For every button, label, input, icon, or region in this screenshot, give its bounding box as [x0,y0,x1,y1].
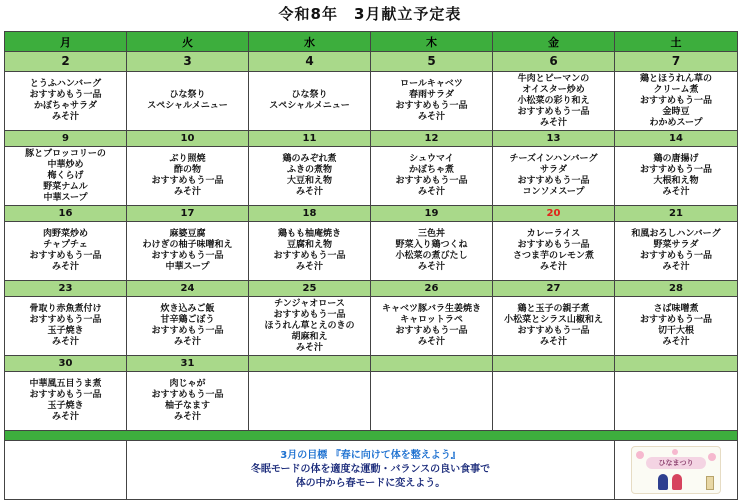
date-row [5,281,738,297]
date-cell: 28 [615,281,738,297]
menu-item: 玉子焼き [47,401,84,411]
date-cell: 20 [493,206,615,222]
menu-item: 小松菜の煮びたし [395,251,468,261]
date-cell: 5 [371,52,493,72]
menu-cell [249,297,371,356]
menu-item: おすすめもう一品 [517,240,590,250]
menu-item: スペシャルメニュー [269,101,350,111]
menu-cell [371,372,493,431]
menu-cell [127,147,249,206]
weekday-header-row [5,32,738,52]
menu-item: おすすめもう一品 [395,176,468,186]
menu-item: スペシャルメニュー [147,101,228,111]
menu-item: 肉じゃが [169,379,206,389]
menu-item: チーズインハンバーグ [509,154,598,164]
menu-item: みそ汁 [295,262,323,272]
menu-item: おすすめもう一品 [29,90,102,100]
menu-cell [371,147,493,206]
menu-cell [5,297,127,356]
date-cell: 9 [5,131,127,147]
menu-item: おすすめもう一品 [29,251,102,261]
menu-item: 骨取り赤魚煮付け [29,304,102,314]
menu-cell [371,222,493,281]
weekday-wed: 水 [249,32,371,52]
goal-text-1: 冬眠モードの体を適度な運動・バランスの良い食事で [250,464,491,475]
goal-text-2: 体の中から春モードに変えよう。 [295,478,446,489]
menu-cell [493,147,615,206]
menu-item: 鶏もも柚庵焼き [277,229,341,239]
menu-item: ぶり照焼 [169,154,206,164]
menu-cell [371,72,493,131]
menu-item: 野菜ナムル [43,181,88,192]
menu-item: 中華スープ [43,192,88,203]
menu-cell [249,222,371,281]
menu-row [5,372,738,431]
menu-cell [249,147,371,206]
menu-item: 甘辛鶏ごぼう [160,315,215,325]
menu-item: みそ汁 [173,337,201,347]
menu-item: ほうれん草とえのきの [264,320,355,331]
menu-row [5,147,738,206]
menu-row [5,222,738,281]
menu-item: 豆腐和え物 [286,240,332,250]
date-cell: 11 [249,131,371,147]
menu-item: みそ汁 [173,412,201,422]
menu-item: 麻婆豆腐 [169,229,206,239]
menu-item: サラダ [540,165,567,175]
menu-item: 肉野菜炒め [42,229,88,239]
date-cell: 21 [615,206,738,222]
menu-item: さば味噌煮 [653,304,699,314]
date-cell [493,356,615,372]
menu-item: 和風おろしハンバーグ [631,229,721,239]
date-cell: 2 [5,52,127,72]
menu-item: みそ汁 [417,337,445,347]
weekday-mon: 月 [5,32,127,52]
menu-item: 胡麻和え [291,331,328,342]
menu-item: 牛肉とピーマンの [517,73,590,84]
menu-row [5,297,738,356]
menu-cell [5,222,127,281]
menu-cell [615,147,738,206]
menu-cell [493,372,615,431]
date-cell: 17 [127,206,249,222]
page-title: 令和8年 3月献立予定表 [278,5,462,23]
hinamatsuri-illustration [631,446,721,494]
menu-cell [249,72,371,131]
date-cell [249,356,371,372]
menu-item: ひな祭り [169,90,206,100]
menu-row [5,72,738,131]
menu-item: ひな祭り [291,90,328,100]
menu-item: おすすめもう一品 [639,165,713,175]
menu-cell [5,72,127,131]
menu-item: キャベツ豚バラ生姜焼き [381,304,481,314]
menu-cell [493,72,615,131]
menu-item: みそ汁 [539,117,567,128]
menu-cell [127,222,249,281]
date-cell: 23 [5,281,127,297]
menu-item: みそ汁 [417,187,445,197]
date-cell: 19 [371,206,493,222]
menu-item: みそ汁 [539,262,567,272]
menu-cell [615,222,738,281]
separator-row [5,431,738,441]
menu-item: みそ汁 [173,187,201,197]
menu-item: 豚とブロッコリーの [25,148,106,159]
menu-item: おすすめもう一品 [151,176,224,186]
menu-item: 梅くらげ [47,170,84,181]
lantern-icon [706,476,714,490]
menu-item: オイスター炒め [522,84,585,95]
menu-item: おすすめもう一品 [151,326,224,336]
illustration-cell [615,441,738,500]
menu-item: カレーライス [526,229,581,239]
menu-item: ふきの煮物 [286,165,332,175]
menu-item: 大豆和え物 [286,176,332,186]
menu-item: チャプチェ [43,240,88,250]
menu-item: 中華スープ [165,262,210,272]
menu-item: おすすめもう一品 [517,176,590,186]
menu-cell [5,372,127,431]
menu-item: みそ汁 [295,187,323,197]
date-cell: 25 [249,281,371,297]
menu-item: みそ汁 [51,112,79,122]
date-cell: 13 [493,131,615,147]
menu-item: おすすめもう一品 [395,101,468,111]
menu-calendar [4,31,738,500]
date-row [5,131,738,147]
date-cell: 26 [371,281,493,297]
weekday-fri: 金 [493,32,615,52]
menu-item: 野菜入り鶏つくね [395,240,468,250]
menu-item: 春雨サラダ [409,90,454,100]
petal-icon [708,453,716,461]
menu-cell [615,72,738,131]
menu-item: 三色丼 [417,229,445,239]
menu-item: みそ汁 [295,342,323,353]
date-cell: 7 [615,52,738,72]
menu-item: おすすめもう一品 [395,326,468,336]
menu-item: おすすめもう一品 [639,251,713,261]
menu-item: キャロットラペ [400,315,463,325]
menu-item: おすすめもう一品 [151,390,224,400]
date-cell: 18 [249,206,371,222]
weekday-sat: 土 [615,32,738,52]
menu-item: おすすめもう一品 [639,95,713,106]
menu-cell [5,147,127,206]
petal-icon [636,451,644,459]
menu-item: シュウマイ [409,154,454,164]
date-cell: 30 [5,356,127,372]
menu-item: 柚子なます [164,401,210,411]
menu-item: みそ汁 [51,262,79,272]
menu-cell [249,372,371,431]
menu-item: おすすめもう一品 [29,390,102,400]
menu-item: みそ汁 [662,337,690,347]
menu-item: チンジャオロース [274,298,345,309]
menu-item: みそ汁 [51,337,79,347]
menu-item: みそ汁 [417,112,445,122]
menu-item: 酢の物 [173,165,201,175]
menu-item: おすすめもう一品 [273,309,346,320]
menu-item: コンソメスープ [522,187,585,197]
date-row [5,52,738,72]
menu-cell [615,297,738,356]
menu-item: わかめスープ [649,117,703,128]
menu-item: 炊き込みご飯 [160,304,215,314]
menu-item: 鶏のみぞれ煮 [282,154,337,164]
menu-cell [127,72,249,131]
menu-item: わけぎの柚子味噌和え [142,240,233,250]
menu-cell [493,297,615,356]
menu-item: おすすめもう一品 [29,315,102,325]
weekday-tue: 火 [127,32,249,52]
menu-item: さつま芋のレモン煮 [512,251,594,261]
weekday-thu: 木 [371,32,493,52]
goal-title: 3月の目標 『春に向けて体を整えよう』 [280,450,461,461]
menu-item: 小松菜とシラス山椒和え [504,315,603,325]
date-cell: 6 [493,52,615,72]
monthly-goal [127,441,615,500]
date-row [5,356,738,372]
date-cell: 24 [127,281,249,297]
date-cell: 4 [249,52,371,72]
menu-cell [371,297,493,356]
menu-item: 切干大根 [657,326,694,336]
menu-item: とうふハンバーグ [29,79,102,89]
empress-doll-icon [672,474,682,490]
menu-item: みそ汁 [662,187,690,197]
date-cell: 10 [127,131,249,147]
menu-item: みそ汁 [51,412,79,422]
menu-item: 野菜サラダ [653,240,699,250]
illustration-banner: ひなまつり [646,457,706,469]
menu-item: 中華炒め [47,159,84,170]
menu-cell [127,372,249,431]
menu-item: おすすめもう一品 [517,106,590,117]
menu-item: ロールキャベツ [400,79,463,89]
menu-item: 鶏の唐揚げ [653,154,699,164]
menu-item: みそ汁 [662,262,690,272]
date-cell: 3 [127,52,249,72]
menu-cell [127,297,249,356]
date-cell: 27 [493,281,615,297]
menu-item: 鶏とほうれん草の [639,73,712,84]
date-row [5,206,738,222]
footer-row [5,441,738,500]
menu-item: おすすめもう一品 [639,315,713,325]
date-cell: 12 [371,131,493,147]
menu-item: 大根和え物 [653,176,699,186]
menu-item: クリーム煮 [653,84,699,95]
menu-item: おすすめもう一品 [151,251,224,261]
menu-item: かぼちゃ煮 [408,165,454,175]
menu-item: みそ汁 [539,337,567,347]
date-cell: 31 [127,356,249,372]
menu-cell [615,372,738,431]
emperor-doll-icon [658,474,668,490]
date-cell [615,356,738,372]
petal-icon [672,449,678,455]
menu-item: 玉子焼き [47,326,84,336]
menu-item: かぼちゃサラダ [34,101,97,111]
footer-empty-cell [5,441,127,500]
menu-item: みそ汁 [417,262,445,272]
menu-item: おすすめもう一品 [517,326,590,336]
menu-item: おすすめもう一品 [273,251,346,261]
menu-item: 金時豆 [662,106,690,117]
menu-item: 小松菜の彩り和え [517,95,590,106]
menu-item: 中華風五目うま煮 [29,379,102,389]
date-cell: 16 [5,206,127,222]
date-cell: 14 [615,131,738,147]
menu-cell [493,222,615,281]
menu-item: 鶏と玉子の親子煮 [517,304,590,314]
date-cell [371,356,493,372]
